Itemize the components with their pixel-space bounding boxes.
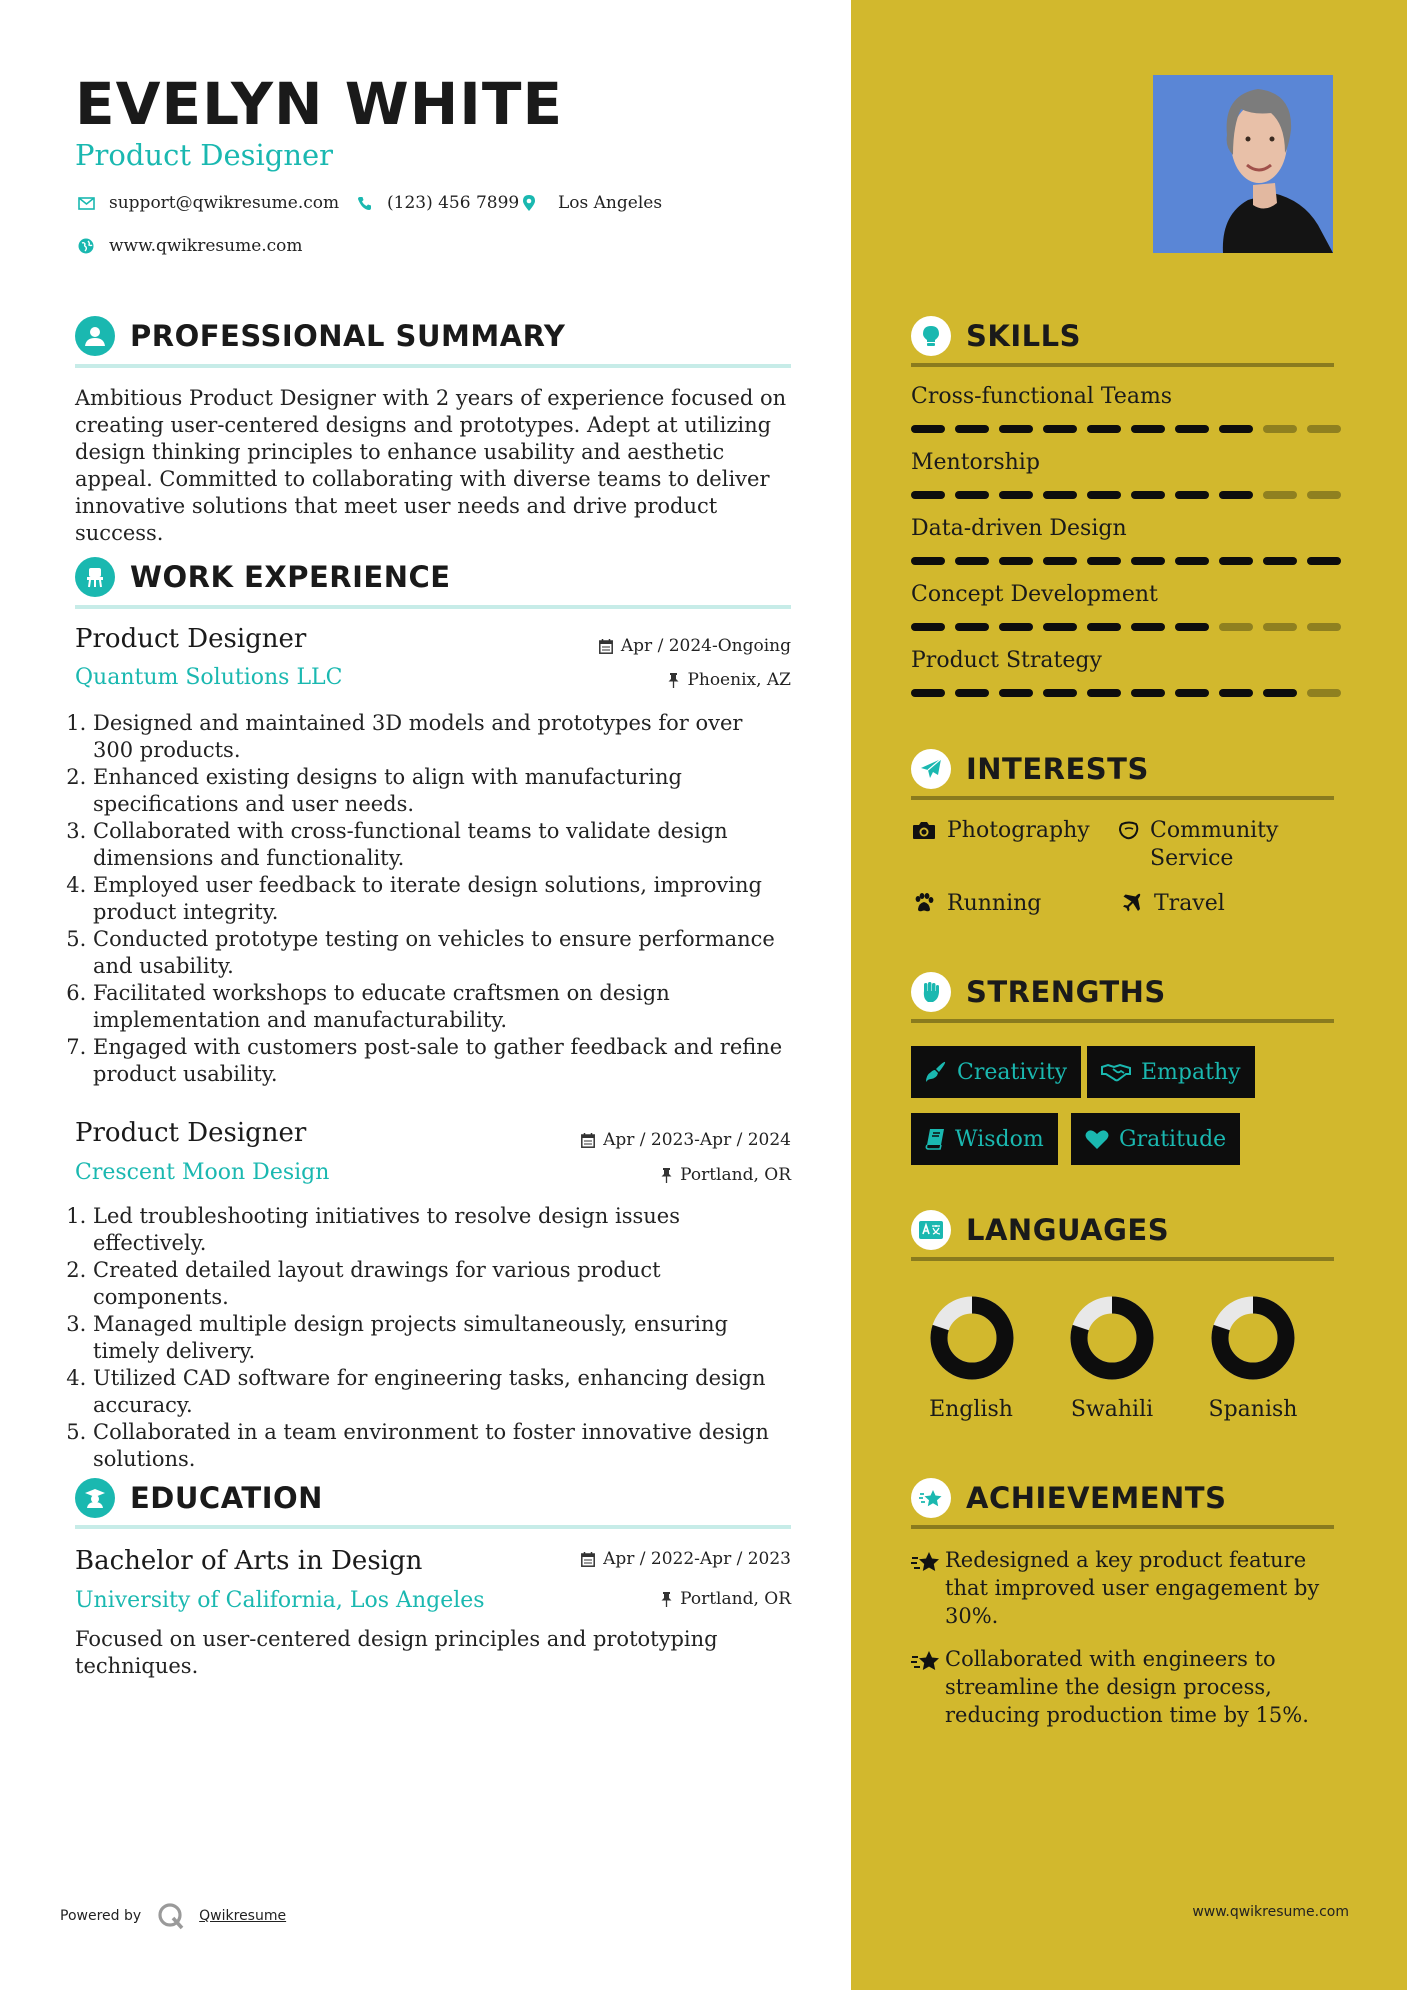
skill-dash bbox=[1087, 425, 1121, 433]
skill-dash bbox=[1043, 557, 1077, 565]
job-1-company: Quantum Solutions LLC bbox=[75, 665, 343, 690]
job-1-dates: Apr / 2024-Ongoing bbox=[491, 636, 791, 656]
skill-dash bbox=[1263, 623, 1297, 631]
achievements-heading bbox=[911, 1478, 1226, 1518]
strength-empathy: Empathy bbox=[1087, 1046, 1255, 1098]
languages-heading bbox=[911, 1210, 1169, 1250]
chair-icon bbox=[75, 557, 115, 597]
skill-dash bbox=[911, 689, 945, 697]
phone-text: (123) 456 7899 bbox=[387, 193, 520, 213]
skill-dash bbox=[1131, 425, 1165, 433]
globe-icon bbox=[75, 235, 97, 257]
skill-dash bbox=[999, 425, 1033, 433]
skill-dash bbox=[1131, 689, 1165, 697]
skill-dash bbox=[1307, 689, 1341, 697]
list-item: 4. Employed user feedback to iterate design solutions, improving product integrity. bbox=[93, 872, 785, 926]
skill-dash bbox=[1219, 557, 1253, 565]
interests-heading bbox=[911, 749, 1149, 789]
experience-divider bbox=[75, 605, 791, 609]
skill-name: Mentorship bbox=[911, 450, 1040, 475]
language-name: Spanish bbox=[1208, 1397, 1298, 1422]
skills-heading bbox=[911, 316, 1081, 356]
job-2-dates: Apr / 2023-Apr / 2024 bbox=[491, 1130, 791, 1150]
degree-name: Bachelor of Arts in Design bbox=[75, 1546, 423, 1576]
skill-dash bbox=[1219, 623, 1253, 631]
skill-bar bbox=[911, 557, 1341, 565]
interest-travel: Travel bbox=[1118, 890, 1225, 918]
profile-photo bbox=[1153, 75, 1333, 253]
skill-dash bbox=[1087, 689, 1121, 697]
summary-text: Ambitious Product Designer with 2 years of experience focused on creating user-centered designs and prototypes. Adept at utilizing design thinking principles to enhance usability and aesthetic appeal. Committed to collaborating with diverse teams to deliver innovative solutions that meet user needs and drive product success. bbox=[75, 386, 787, 545]
handshake-icon bbox=[1101, 1062, 1131, 1082]
strengths-title: STRENGTHS bbox=[966, 975, 1166, 1009]
skills-divider bbox=[911, 363, 1334, 367]
book-icon bbox=[925, 1128, 945, 1150]
school-name: University of California, Los Angeles bbox=[75, 1588, 485, 1613]
skill-dash bbox=[1175, 425, 1209, 433]
candidate-name: EVELYN WHITE bbox=[75, 70, 564, 138]
education-divider bbox=[75, 1525, 791, 1529]
achievements-title: ACHIEVEMENTS bbox=[966, 1481, 1227, 1515]
skill-dash bbox=[1175, 491, 1209, 499]
education-title: EDUCATION bbox=[130, 1481, 323, 1515]
map-marker-icon bbox=[518, 192, 540, 214]
qwikresume-link[interactable]: Qwikresume bbox=[199, 1908, 287, 1924]
skill-dash bbox=[1175, 557, 1209, 565]
shooting-star-icon bbox=[911, 1478, 951, 1518]
skill-dash bbox=[1043, 689, 1077, 697]
user-icon bbox=[75, 316, 115, 356]
list-item: 5. Collaborated in a team environment to foster innovative design solutions. bbox=[93, 1419, 785, 1473]
strength-gratitude: Gratitude bbox=[1071, 1113, 1240, 1165]
location-text: Los Angeles bbox=[558, 193, 663, 213]
list-item: 4. Utilized CAD software for engineering tasks, enhancing design accuracy. bbox=[93, 1365, 785, 1419]
fist-icon bbox=[911, 972, 951, 1012]
strengths-divider bbox=[911, 1019, 1334, 1023]
skill-dash bbox=[1043, 491, 1077, 499]
interest-running: Running bbox=[911, 890, 1041, 918]
skill-dash bbox=[911, 623, 945, 631]
skill-dash bbox=[999, 491, 1033, 499]
skills-title: SKILLS bbox=[966, 319, 1081, 353]
envelope-icon bbox=[75, 192, 97, 214]
achievements-divider bbox=[911, 1525, 1334, 1529]
languages-divider bbox=[911, 1257, 1334, 1261]
skill-dash bbox=[1219, 425, 1253, 433]
job-1-location: Phoenix, AZ bbox=[491, 670, 791, 690]
pushpin-icon bbox=[668, 673, 679, 688]
list-item: 6. Facilitated workshops to educate craftsmen on design implementation and manufacturability. bbox=[93, 980, 785, 1034]
list-item: 2. Enhanced existing designs to align with manufacturing specifications and user needs. bbox=[93, 764, 785, 818]
plane-icon bbox=[1118, 890, 1144, 913]
interests-divider bbox=[911, 796, 1334, 800]
education-heading bbox=[75, 1478, 323, 1518]
interest-photography: Photography bbox=[911, 817, 1090, 845]
list-item: 3. Collaborated with cross-functional teams to validate design dimensions and functionality. bbox=[93, 818, 785, 872]
paw-icon bbox=[911, 890, 937, 913]
graduate-icon bbox=[75, 1478, 115, 1518]
skill-dash bbox=[955, 425, 989, 433]
skill-bar bbox=[911, 491, 1341, 499]
calendar-icon bbox=[581, 1133, 595, 1148]
hands-icon bbox=[1118, 817, 1140, 840]
brush-icon bbox=[925, 1061, 947, 1083]
skill-dash bbox=[1131, 491, 1165, 499]
job-title: Product Designer bbox=[75, 138, 334, 172]
summary-title: PROFESSIONAL SUMMARY bbox=[130, 319, 566, 353]
job-1-role: Product Designer bbox=[75, 624, 307, 654]
strength-creativity: Creativity bbox=[911, 1046, 1081, 1098]
language-name: English bbox=[929, 1397, 1013, 1422]
translate-icon bbox=[911, 1210, 951, 1250]
skill-dash bbox=[1263, 491, 1297, 499]
achievement-item: Redesigned a key product feature that improved user engagement by 30%. bbox=[911, 1546, 1341, 1630]
job-2-bullets bbox=[75, 1203, 785, 1473]
skill-dash bbox=[911, 491, 945, 499]
calendar-icon bbox=[581, 1552, 595, 1567]
summary-heading bbox=[75, 316, 565, 356]
education-dates: Apr / 2022-Apr / 2023 bbox=[491, 1549, 791, 1569]
summary-divider bbox=[75, 364, 791, 368]
experience-title: WORK EXPERIENCE bbox=[130, 560, 451, 594]
skill-bar bbox=[911, 425, 1341, 433]
skill-name: Cross-functional Teams bbox=[911, 384, 1173, 409]
skill-dash bbox=[999, 623, 1033, 631]
list-item: 7. Engaged with customers post-sale to gather feedback and refine product usability. bbox=[93, 1034, 785, 1088]
skill-dash bbox=[955, 491, 989, 499]
skill-bar bbox=[911, 689, 1341, 697]
job-2-location: Portland, OR bbox=[491, 1165, 791, 1185]
skill-dash bbox=[1307, 491, 1341, 499]
list-item: 1. Designed and maintained 3D models and prototypes for over 300 products. bbox=[93, 710, 785, 764]
achievement-item: Collaborated with engineers to streamline the design process, reducing production time by 15%. bbox=[911, 1645, 1341, 1729]
education-text: Focused on user-centered design principles and prototyping techniques. bbox=[75, 1627, 718, 1678]
skill-dash bbox=[1307, 425, 1341, 433]
website-text: www.qwikresume.com bbox=[109, 236, 303, 256]
skill-dash bbox=[999, 557, 1033, 565]
website-contact[interactable] bbox=[75, 235, 303, 257]
skill-name: Data-driven Design bbox=[911, 516, 1127, 541]
powered-by: Powered by Qwikresume bbox=[60, 1902, 286, 1930]
skill-dash bbox=[955, 689, 989, 697]
skill-dash bbox=[1263, 557, 1297, 565]
calendar-icon bbox=[599, 639, 613, 654]
job-2-company: Crescent Moon Design bbox=[75, 1160, 330, 1185]
qwikresume-logo-icon bbox=[157, 1902, 185, 1930]
phone-icon bbox=[353, 192, 375, 214]
list-item: 2. Created detailed layout drawings for various product components. bbox=[93, 1257, 785, 1311]
skill-dash bbox=[1307, 623, 1341, 631]
skill-dash bbox=[1307, 557, 1341, 565]
skill-dash bbox=[1131, 557, 1165, 565]
skill-dash bbox=[1087, 623, 1121, 631]
skill-dash bbox=[911, 557, 945, 565]
skill-dash bbox=[1131, 623, 1165, 631]
phone-contact[interactable] bbox=[353, 192, 519, 214]
skill-dash bbox=[999, 689, 1033, 697]
interests-title: INTERESTS bbox=[966, 752, 1149, 786]
list-item: 3. Managed multiple design projects simultaneously, ensuring timely delivery. bbox=[93, 1311, 785, 1365]
skill-dash bbox=[955, 557, 989, 565]
skill-name: Concept Development bbox=[911, 582, 1158, 607]
email-contact[interactable] bbox=[75, 192, 339, 214]
skill-dash bbox=[1263, 425, 1297, 433]
language-donut bbox=[1070, 1296, 1154, 1380]
interest-community-service: Community Service bbox=[1118, 817, 1318, 873]
education-location: Portland, OR bbox=[491, 1589, 791, 1609]
job-1-bullets bbox=[75, 710, 785, 1088]
shooting-star-icon bbox=[911, 1546, 945, 1630]
job-2-role: Product Designer bbox=[75, 1118, 307, 1148]
footer-website[interactable]: www.qwikresume.com bbox=[1192, 1904, 1349, 1920]
pushpin-icon bbox=[661, 1168, 672, 1183]
experience-heading bbox=[75, 557, 451, 597]
skill-dash bbox=[1087, 491, 1121, 499]
email-text: support@qwikresume.com bbox=[109, 193, 340, 213]
shooting-star-icon bbox=[911, 1645, 945, 1729]
skill-dash bbox=[1263, 689, 1297, 697]
skill-dash bbox=[955, 623, 989, 631]
language-donut bbox=[930, 1296, 1014, 1380]
language-donut bbox=[1211, 1296, 1295, 1380]
skill-dash bbox=[1219, 689, 1253, 697]
location-contact bbox=[518, 192, 662, 214]
list-item: 5. Conducted prototype testing on vehicles to ensure performance and usability. bbox=[93, 926, 785, 980]
skill-dash bbox=[1175, 689, 1209, 697]
skill-dash bbox=[1043, 425, 1077, 433]
skill-bar bbox=[911, 623, 1341, 631]
skill-name: Product Strategy bbox=[911, 648, 1102, 673]
skill-dash bbox=[911, 425, 945, 433]
skill-dash bbox=[1043, 623, 1077, 631]
camera-icon bbox=[911, 817, 937, 840]
skill-dash bbox=[1219, 491, 1253, 499]
lightbulb-icon bbox=[911, 316, 951, 356]
paper-plane-icon bbox=[911, 749, 951, 789]
strength-wisdom: Wisdom bbox=[911, 1113, 1058, 1165]
pushpin-icon bbox=[661, 1592, 672, 1607]
languages-title: LANGUAGES bbox=[966, 1213, 1170, 1247]
list-item: 1. Led troubleshooting initiatives to resolve design issues effectively. bbox=[93, 1203, 785, 1257]
language-name: Swahili bbox=[1070, 1397, 1154, 1422]
skill-dash bbox=[1175, 623, 1209, 631]
heart-icon bbox=[1085, 1129, 1109, 1150]
strengths-heading bbox=[911, 972, 1166, 1012]
skill-dash bbox=[1087, 557, 1121, 565]
